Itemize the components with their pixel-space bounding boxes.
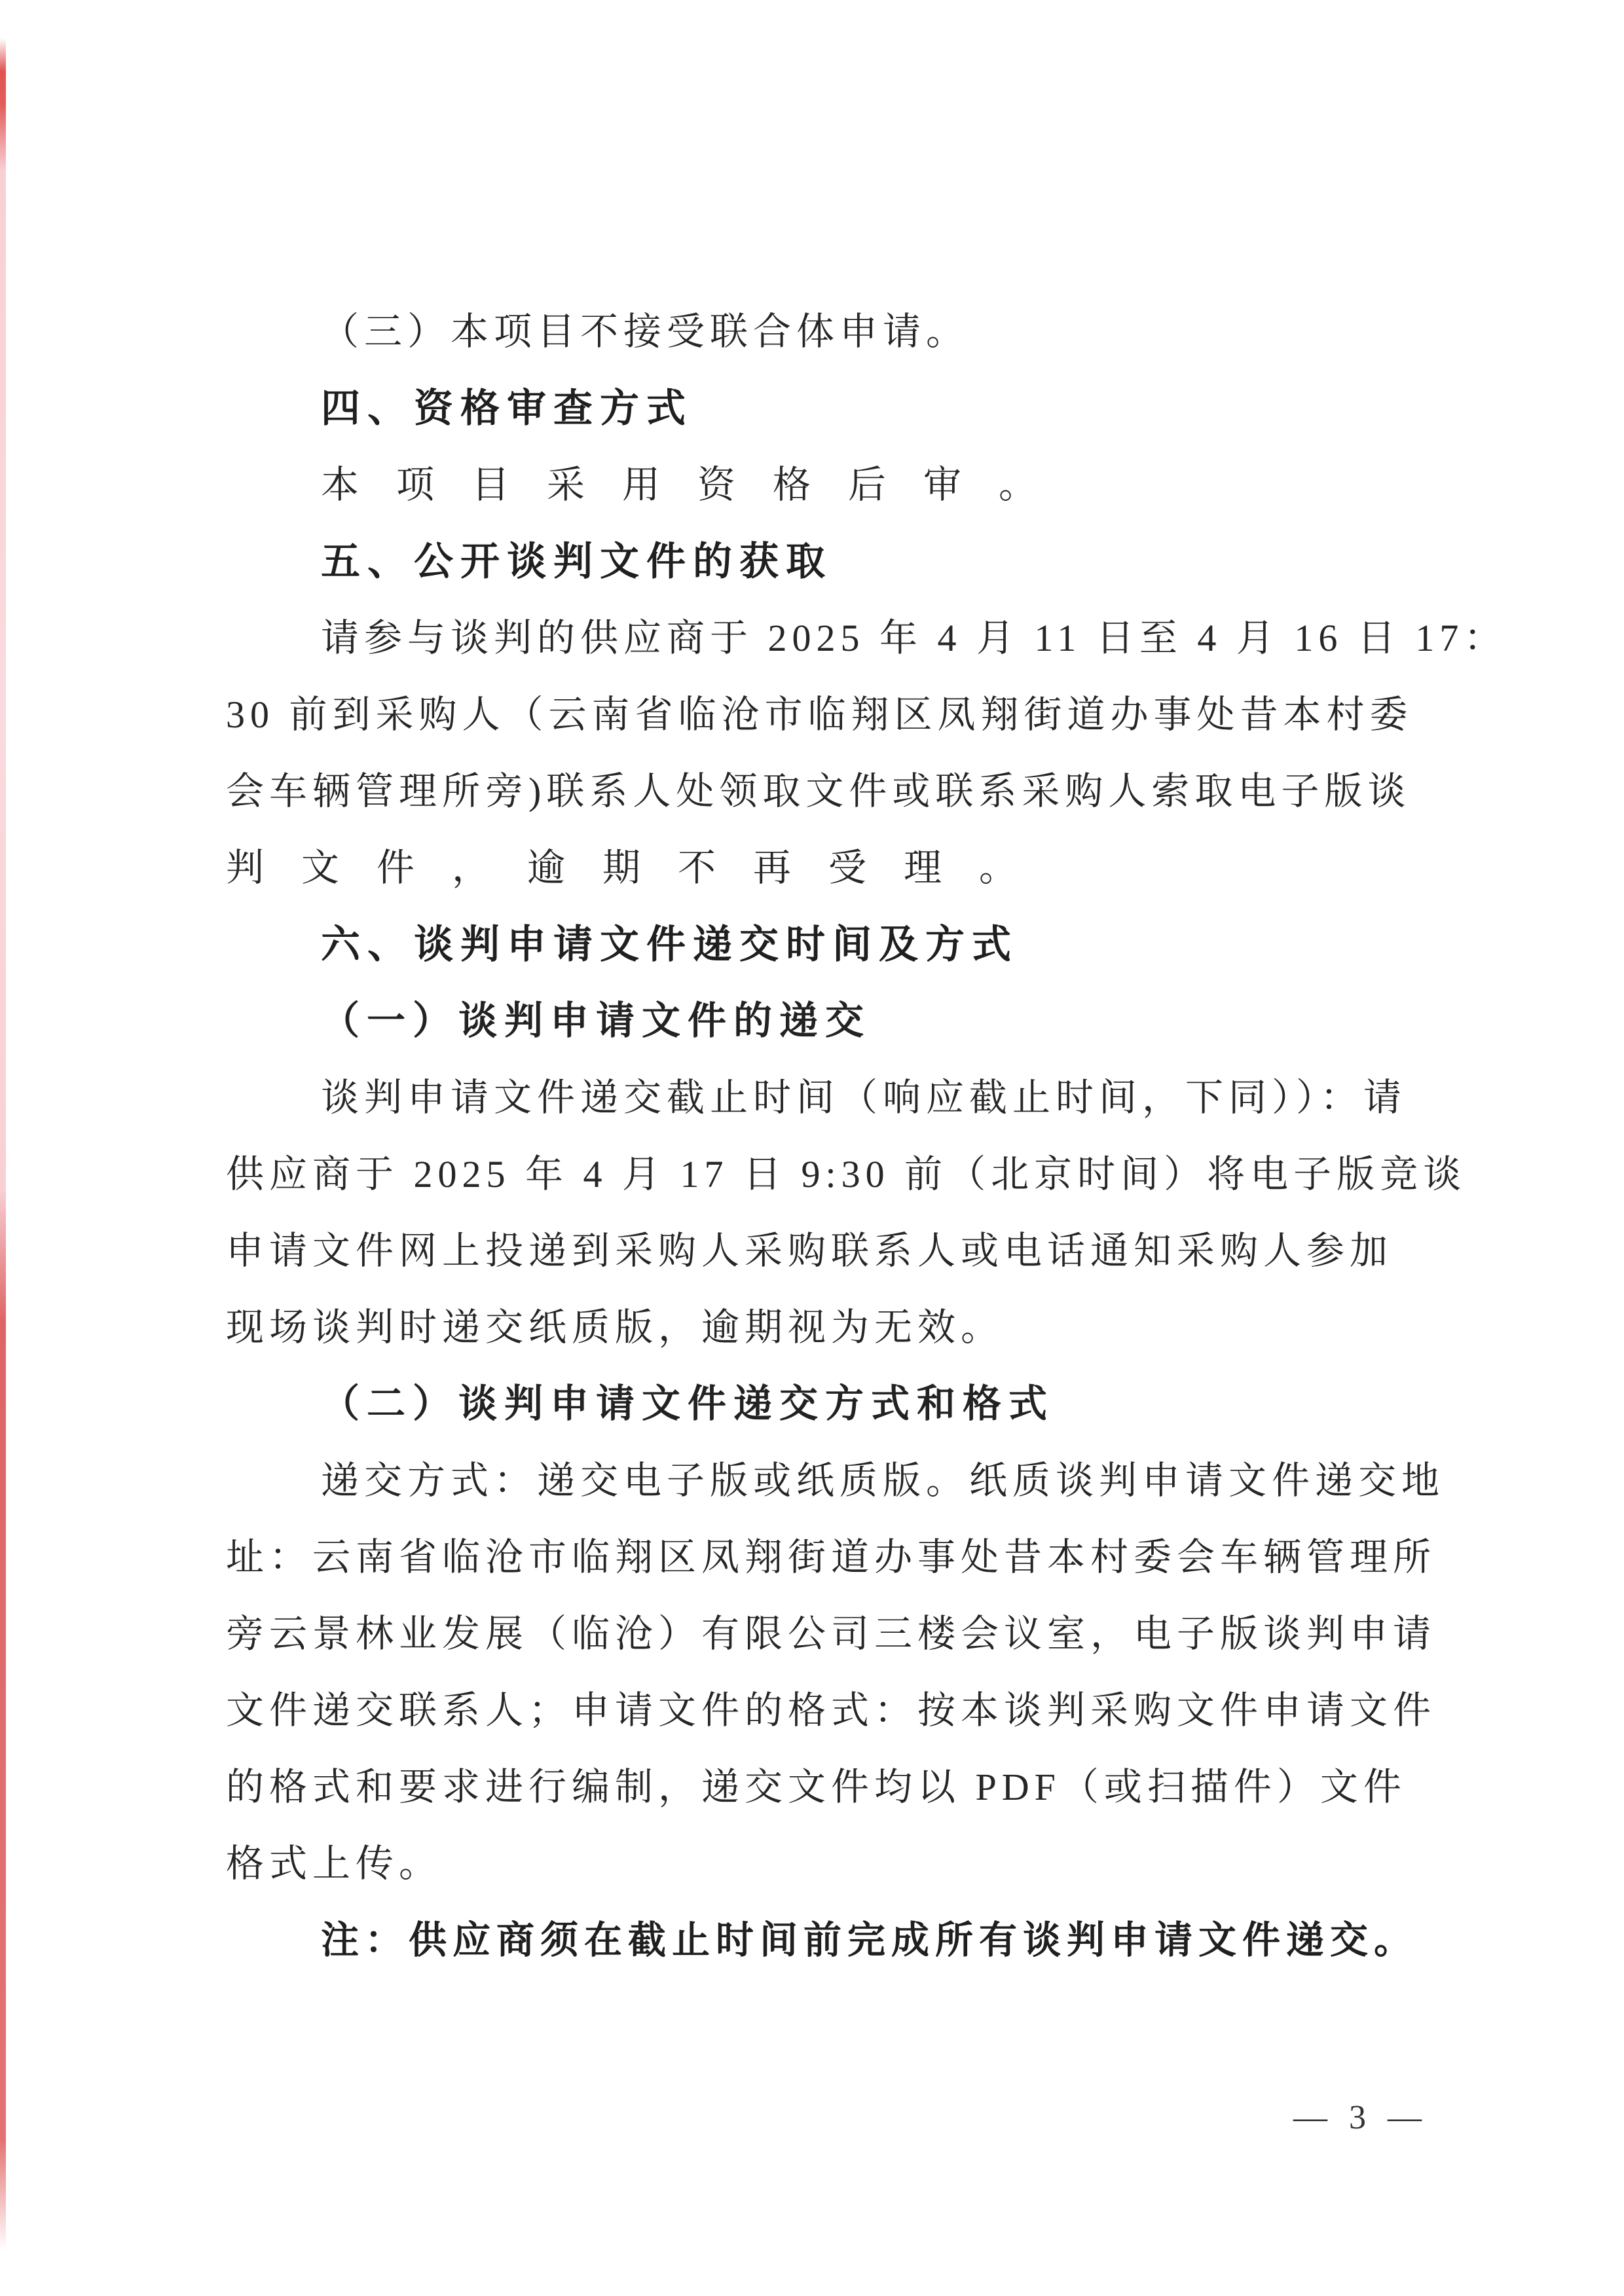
submission-deadline-line-2: 供应商于 2025 年 4 月 17 日 9:30 前（北京时间）将电子版竞谈 [226, 1153, 1467, 1195]
submission-method-line-4: 文件递交联系人；申请文件的格式：按本谈判采购文件申请文件 [226, 1689, 1437, 1732]
submission-method-line-3: 旁云景林业发展（临沧）有限公司三楼会议室，电子版谈判申请 [226, 1613, 1437, 1655]
submission-method-line-6: 格式上传。 [226, 1842, 443, 1885]
submission-method-line-2: 址：云南省临沧市临翔区凤翔街道办事处昔本村委会车辆管理所 [226, 1536, 1437, 1578]
clause-qualification-review: 本项目采用资格后审。 [321, 464, 1075, 506]
submission-deadline-line-3: 申请文件网上投递到采购人采购联系人或电话通知采购人参加 [226, 1230, 1393, 1272]
doc-acquisition-line-2: 30 前到采购人（云南省临沧市临翔区凤翔街道办事处昔本村委 [226, 693, 1413, 736]
submission-deadline-line-4: 现场谈判时递交纸质版，逾期视为无效。 [226, 1306, 1005, 1349]
submission-deadline-line-1: 谈判申请文件递交截止时间（响应截止时间，下同））：请 [321, 1076, 1407, 1119]
section-6-heading: 六、谈判申请文件递交时间及方式 [321, 922, 1018, 966]
submission-method-line-5: 的格式和要求进行编制，递交文件均以 PDF（或扫描件）文件 [226, 1766, 1407, 1808]
subsection-1-heading: （一）谈判申请文件的递交 [321, 999, 872, 1042]
doc-acquisition-line-3: 会车辆管理所旁)联系人处领取文件或联系采购人索取电子版谈 [226, 770, 1411, 812]
document-body [226, 293, 1507, 1978]
scan-artifact-streak [0, 38, 6, 2251]
clause-no-consortium: （三）本项目不接受联合体申请。 [321, 310, 970, 353]
doc-acquisition-line-1: 请参与谈判的供应商于 2025 年 4 月 11 日至 4 月 16 日 17： [321, 617, 1507, 659]
note-deadline-warning: 注：供应商须在截止时间前完成所有谈判申请文件递交。 [321, 1919, 1418, 1961]
section-4-heading: 四、资格审查方式 [321, 386, 693, 430]
subsection-2-heading: （二）谈判申请文件递交方式和格式 [321, 1382, 1055, 1425]
page-number: — 3 — [1293, 2099, 1428, 2136]
doc-acquisition-line-4: 判文件，逾期不再受理。 [226, 847, 1055, 889]
section-5-heading: 五、公开谈判文件的获取 [321, 539, 832, 583]
submission-method-line-1: 递交方式：递交电子版或纸质版。纸质谈判申请文件递交地 [321, 1459, 1445, 1502]
